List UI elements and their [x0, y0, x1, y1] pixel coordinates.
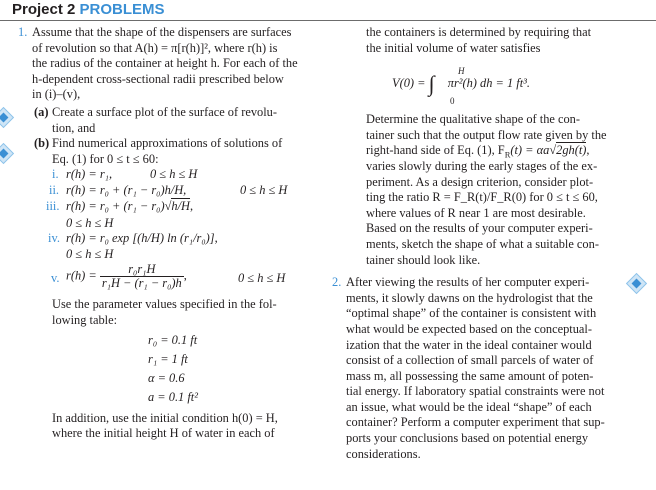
parameter-row: r₀ = 0.1 ft [148, 332, 198, 347]
text-line: mass m, all possessing the same amount of poten- [346, 368, 594, 383]
text-line: of revolution so that A(h) = π[r(h)]², where r(h) is [32, 40, 278, 55]
diamond-marker-icon [0, 107, 14, 128]
sqrt-term: h/H [171, 198, 190, 213]
section-label: PROBLEMS [79, 1, 165, 18]
list-item [49, 182, 318, 199]
range: 0 ≤ h ≤ H [240, 182, 288, 197]
item-label: iii. [46, 198, 60, 213]
radius-list [18, 167, 318, 294]
item-label: iv. [48, 231, 60, 246]
text-line: where the initial height H of water in each of [52, 426, 275, 441]
text-line: Determine the qualitative shape of the con- [366, 112, 580, 127]
part-a-label: (a) [34, 104, 49, 119]
text-line: in (i)–(v), [32, 87, 81, 102]
left-column [18, 25, 318, 442]
diamond-marker-icon [0, 143, 14, 164]
text-line: Create a surface plot of the surface of revolu- [52, 104, 277, 119]
parameter-intro [18, 297, 318, 328]
part-b-label: (b) [34, 136, 50, 151]
page-header [12, 1, 165, 18]
equation-rhs: πr²(h) dh = 1 ft³. [447, 76, 530, 91]
text-line: right-hand side of Eq. (1), $F_R(t) = \alpha a√2gh(t)$, [366, 143, 590, 160]
fraction-numerator: r₀r₁H [128, 262, 156, 277]
text-line: container? Perform a computer experiment that sup- [346, 415, 605, 430]
text-line: Use the parameter values specified in the fol- [52, 297, 277, 312]
equation-comma: , [190, 198, 194, 213]
item-label: ii. [49, 182, 59, 197]
list-item [52, 167, 318, 183]
fraction [100, 263, 184, 290]
item-label: v. [51, 271, 60, 286]
problem-2 [332, 275, 642, 462]
text-line: what would be expected based on the conceptual- [346, 321, 592, 336]
initial-condition [18, 411, 318, 442]
item-label: i. [52, 167, 59, 182]
volume-equation [346, 60, 642, 110]
text-line: ization that the water in the ideal container would [346, 337, 592, 352]
parameter-table [18, 331, 318, 407]
text-line: varies slowly during the early stages of the ex- [366, 158, 598, 173]
integral-upper-limit: H [458, 66, 465, 77]
text-line: tainer should look like. [366, 252, 481, 267]
text-line: ting the ratio R = F_R(t)/F_R(0) for 0 ≤ t ≤ 60, [366, 190, 598, 205]
text-line: In addition, use the initial condition h(0) = H, [52, 410, 278, 425]
problem-2-number: 2. [332, 275, 342, 290]
equation-lhs: V(0) = [392, 76, 426, 91]
header-rule [0, 20, 656, 21]
problem-1 [18, 25, 318, 103]
list-item [52, 262, 318, 294]
list-item [48, 231, 318, 247]
integral-lower-limit: 0 [450, 96, 455, 107]
volume-text [346, 25, 642, 56]
part-b [18, 136, 318, 167]
text-line: After viewing the results of her computer experi- [346, 275, 590, 290]
text-line: lowing table: [52, 312, 118, 327]
equation: r(h) = r₀ exp [(h/H) ln (r₁/r₀)], [66, 231, 218, 246]
text-line: tion, and [52, 120, 96, 135]
range: 0 ≤ h ≤ H [66, 215, 114, 230]
list-item [52, 216, 318, 232]
problem-1-number: 1. [18, 25, 28, 39]
fraction-denominator: r₁H − (r₁ − r₀)h [101, 276, 182, 291]
parameter-row: r₁ = 1 ft [148, 351, 188, 366]
determine-text [346, 112, 642, 268]
text-line: where values of R near 1 are most desirable. [366, 205, 586, 220]
text-line: the containers is determined by requiring that [366, 25, 592, 39]
parameter-row: a = 0.1 ft² [148, 389, 198, 404]
text-line: h-dependent cross-sectional radii prescribed below [32, 71, 284, 86]
text-line: “optimal shape” of the container is consistent with [346, 306, 597, 321]
right-column [332, 25, 642, 462]
text-line: Based on the results of your computer experi- [366, 221, 593, 236]
part-a [18, 105, 318, 136]
parameter-row: α = 0.6 [148, 370, 185, 385]
equation: r(h) = r₀ + (r₁ − r₀)h/H, [66, 182, 187, 197]
range: 0 ≤ h ≤ H [150, 167, 198, 182]
text-line: ports your conclusions based on potential energy [346, 431, 589, 446]
text-line: Find numerical approximations of solutions of [52, 136, 283, 151]
project-label: Project 2 [12, 1, 76, 18]
range: 0 ≤ h ≤ H [66, 246, 114, 261]
text-line: Eq. (1) for 0 ≤ t ≤ 60: [52, 151, 159, 166]
equation: r(h) = r₀ + (r₁ − r₀) [66, 198, 165, 213]
text-line: tainer such that the output flow rate given by the [366, 127, 607, 142]
list-item [52, 247, 318, 263]
integral-sign: ∫ [428, 71, 435, 97]
text-line: the radius of the container at height h. For each of the [32, 56, 298, 71]
text-line: Assume that the shape of the dispensers are surfaces [32, 25, 292, 39]
text-line: considerations. [346, 446, 421, 461]
text-line: the initial volume of water satisfies [366, 40, 541, 55]
range: 0 ≤ h ≤ H [238, 271, 286, 286]
list-item: iii. r(h) = r₀ + (r₁ − r₀)√h/H, [46, 198, 194, 213]
equation-comma: , [183, 268, 187, 283]
text-line: ments, sketch the shape of what a suitable con- [366, 236, 599, 251]
text-line: periment. As a design criterion, consider plot- [366, 174, 594, 189]
equation-lhs: r(h) = [66, 268, 97, 283]
text-line: consist of a collection of small parcels of water of [346, 353, 594, 368]
text-line: ments, it slowly dawns on the hydrologist that the [346, 290, 593, 305]
equation: r(h) = r₁, [66, 167, 113, 182]
text-line: an issue, what would be the ideal “shape” of each [346, 399, 592, 414]
text-line: tial energy. If laboratory spatial constraints were not [346, 384, 605, 399]
